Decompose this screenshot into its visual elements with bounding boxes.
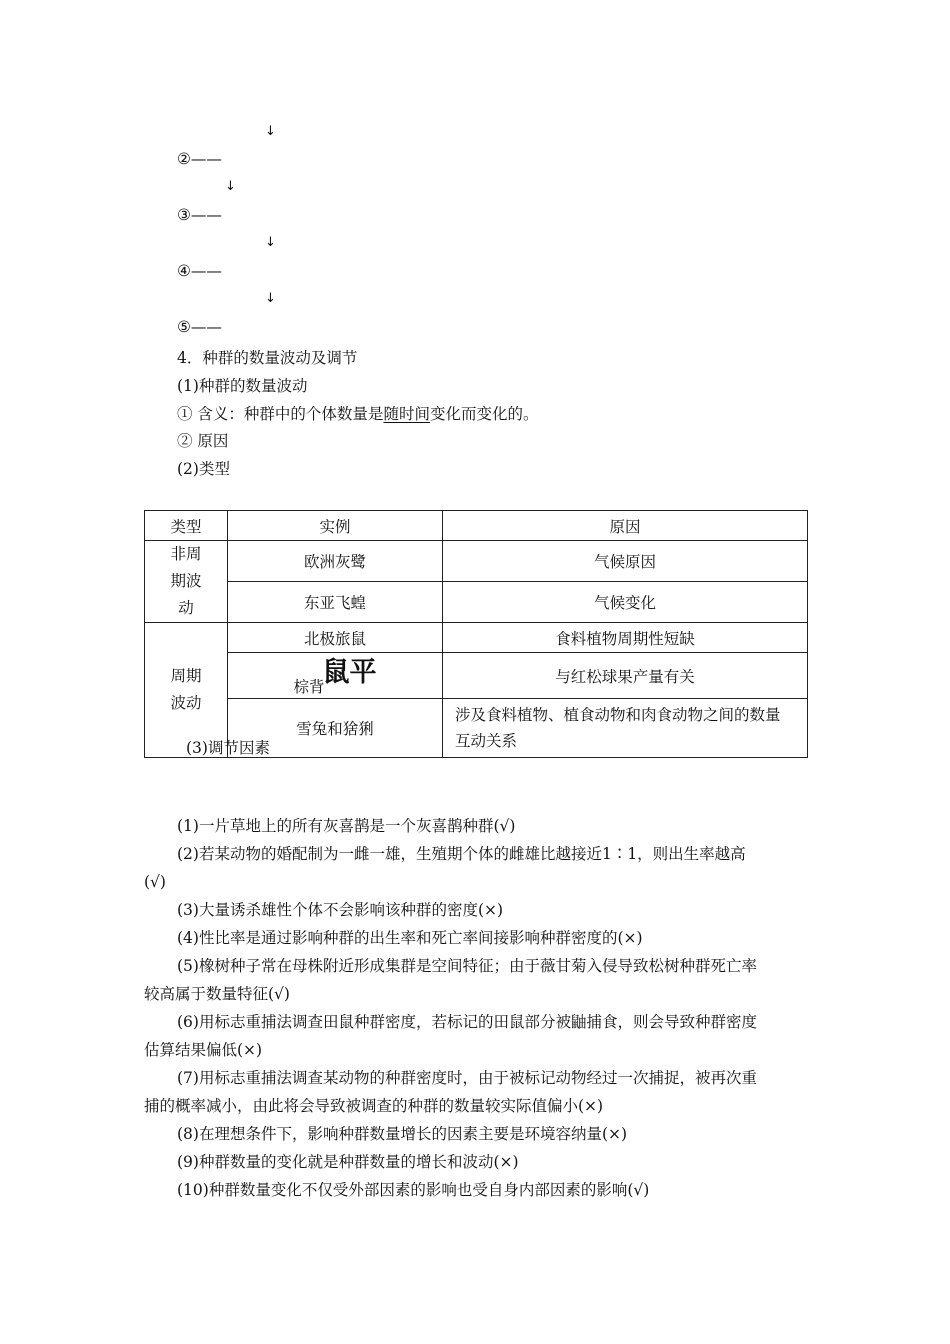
judgement-item: (10)种群数量变化不仅受外部因素的影响也受自身内部因素的影响(√)	[177, 1181, 650, 1199]
fluctuation-types-table	[144, 510, 808, 758]
example-cell: 欧洲灰鹭	[228, 541, 443, 582]
down-arrow-icon: ↓	[265, 124, 276, 139]
table-row	[145, 623, 808, 653]
example-text: 棕背	[293, 678, 325, 696]
table-row	[145, 541, 808, 582]
down-arrow-icon: ↓	[265, 291, 276, 306]
subsection-types: (2)类型	[177, 460, 230, 478]
judgement-item: (3)大量诱杀雄性个体不会影响该种群的密度(×)	[177, 901, 504, 919]
judgement-item: (7)用标志重捕法调查某动物的种群密度时，由于被标记动物经过一次捕捉，被再次重	[177, 1069, 757, 1087]
subsection-regulation: (3)调节因素	[186, 739, 270, 757]
meaning-prefix: ① 含义：种群中的个体数量是	[177, 405, 384, 423]
meaning-line	[177, 402, 538, 424]
type-label: 周期波动	[170, 667, 202, 712]
judgement-item: (2)若某动物的婚配制为一雌一雄，生殖期个体的雌雄比越接近1∶1，则出生率越高	[177, 845, 746, 863]
reason-text: 涉及食料植物、植食动物和肉食动物之间的数量互动关系	[455, 706, 781, 750]
reason-cell: 气候变化	[443, 582, 808, 623]
flow-step-3: ③——	[177, 206, 222, 224]
header-example: 实例	[228, 511, 443, 541]
flow-step-5: ⑤——	[177, 318, 222, 336]
table-row	[145, 582, 808, 623]
judgement-item: (8)在理想条件下，影响种群数量增长的因素主要是环境容纳量(×)	[177, 1125, 628, 1143]
judgement-item-cont: 估算结果偏低(×)	[144, 1041, 263, 1059]
type-cell	[145, 541, 228, 623]
example-cell: 北极旅鼠	[228, 623, 443, 653]
table-row	[145, 653, 808, 699]
down-arrow-icon: ↓	[225, 179, 236, 194]
judgement-item: (9)种群数量的变化就是种群数量的增长和波动(×)	[177, 1153, 519, 1171]
judgement-item: (4)性比率是通过影响种群的出生率和死亡率间接影响种群密度的(×)	[177, 929, 643, 947]
example-cell	[228, 653, 443, 699]
subsection-fluctuation: (1)种群的数量波动	[177, 377, 308, 395]
example-cell: 东亚飞蝗	[228, 582, 443, 623]
down-arrow-icon: ↓	[265, 235, 276, 250]
type-label: 非周期波动	[170, 545, 202, 617]
reason-cell: 与红松球果产量有关	[443, 653, 808, 699]
flow-step-4: ④——	[177, 262, 222, 280]
flow-step-2: ②——	[177, 150, 222, 168]
judgement-item-cont: 较高属于数量特征(√)	[144, 985, 290, 1003]
example-cell: 雪兔和猞猁	[228, 699, 443, 758]
section-title: 4．种群的数量波动及调节	[177, 349, 358, 367]
judgement-item-cont: 捕的概率减小，由此将会导致被调查的种群的数量较实际值偏小(×)	[144, 1097, 604, 1115]
reason-cell	[443, 699, 808, 758]
cause-line: ② 原因	[177, 432, 229, 450]
judgement-item: (5)橡树种子常在母株附近形成集群是空间特征；由于薇甘菊入侵导致松树种群死亡率	[177, 957, 757, 975]
header-type: 类型	[145, 511, 228, 541]
example-rare-glyph: 鼠平	[322, 657, 377, 688]
judgement-item: (6)用标志重捕法调查田鼠种群密度，若标记的田鼠部分被鼬捕食，则会导致种群密度	[177, 1013, 757, 1031]
meaning-emphasis: 随时间	[383, 405, 430, 423]
judgement-item-cont: (√)	[144, 873, 166, 891]
header-reason: 原因	[443, 511, 808, 541]
table-header-row	[145, 511, 808, 541]
reason-cell: 气候原因	[443, 541, 808, 582]
judgement-item: (1)一片草地上的所有灰喜鹊是一个灰喜鹊种群(√)	[177, 817, 516, 835]
reason-cell: 食料植物周期性短缺	[443, 623, 808, 653]
meaning-suffix: 变化而变化的。	[429, 405, 539, 423]
